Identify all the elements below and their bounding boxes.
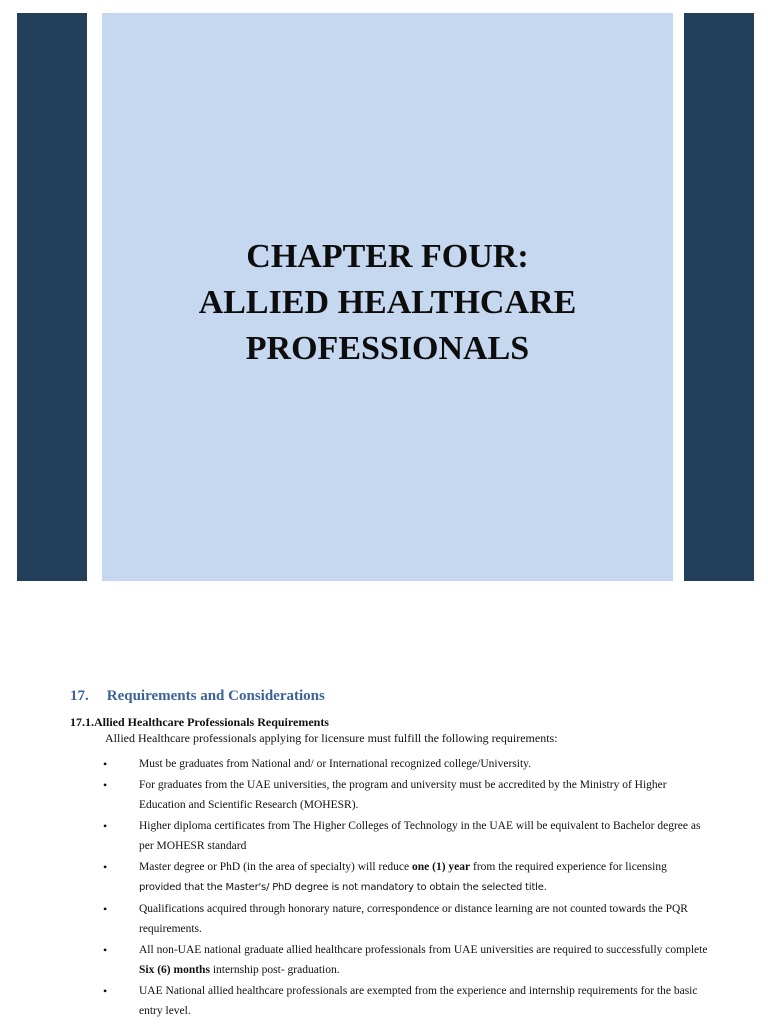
right-decorative-bar <box>684 13 754 581</box>
requirements-list <box>70 754 710 1021</box>
chapter-title-line-3: PROFESSIONALS <box>245 330 530 367</box>
list-item <box>70 981 710 1021</box>
bullet-icon: • <box>103 860 108 874</box>
list-item <box>70 857 710 898</box>
chapter-title-line-1: CHAPTER FOUR: <box>246 238 529 275</box>
list-item-emphasis: one (1) year <box>412 861 471 873</box>
bullet-icon: • <box>103 984 108 998</box>
list-item <box>70 899 710 939</box>
list-item-text: For graduates from the UAE universities, the program and university must be accredited by the Ministry of Higher Education and Scientific Research (MOHESR). <box>139 779 667 811</box>
list-item-text: Higher diploma certificates from The Higher Colleges of Technology in the UAE will be equivalent to Bachelor degree as per MOHESR standard <box>139 820 701 852</box>
list-item-text: UAE National allied healthcare professionals are exempted from the experience and internship requirements for the basic entry level. <box>139 985 698 1017</box>
left-decorative-bar <box>17 13 87 581</box>
bullet-icon: • <box>103 902 108 916</box>
list-item <box>70 940 710 980</box>
list-item-text: Must be graduates from National and/ or International recognized college/University. <box>139 758 532 770</box>
list-item-text-pre: Master degree or PhD (in the area of specialty) will reduce <box>139 861 413 873</box>
list-item-text-post: internship post- graduation. <box>209 964 340 976</box>
bullet-icon: • <box>103 778 108 792</box>
list-item-text: Qualifications acquired through honorary nature, correspondence or distance learning are not counted towards the PQR requirements. <box>139 903 688 935</box>
list-item <box>70 816 710 856</box>
chapter-cover-panel <box>102 13 673 581</box>
list-item-text-pre: All non-UAE national graduate allied healthcare professionals from UAE universities are required to successfully complete <box>139 944 708 956</box>
list-item-text-post: from the required experience for licensing <box>470 861 667 873</box>
list-item-emphasis: Six (6) months <box>139 964 210 976</box>
chapter-title-line-2: ALLIED HEALTHCARE <box>198 284 577 321</box>
section-title: Requirements and Considerations <box>106 688 325 704</box>
list-item <box>70 775 710 815</box>
sub-heading: 17.1.Allied Healthcare Professionals Requirements <box>70 715 329 729</box>
intro-paragraph: Allied Healthcare professionals applying for licensure must fulfill the following requirements: <box>105 731 558 745</box>
list-item <box>70 754 710 774</box>
section-heading <box>70 686 710 706</box>
bullet-icon: • <box>103 943 108 957</box>
section-content <box>70 686 710 1022</box>
bullet-icon: • <box>103 819 108 833</box>
bullet-icon: • <box>103 757 108 771</box>
list-item-text-line2: provided that the Master's/ PhD degree is not mandatory to obtain the selected title. <box>139 882 547 893</box>
section-number: 17. <box>70 688 89 704</box>
chapter-title <box>199 234 577 372</box>
